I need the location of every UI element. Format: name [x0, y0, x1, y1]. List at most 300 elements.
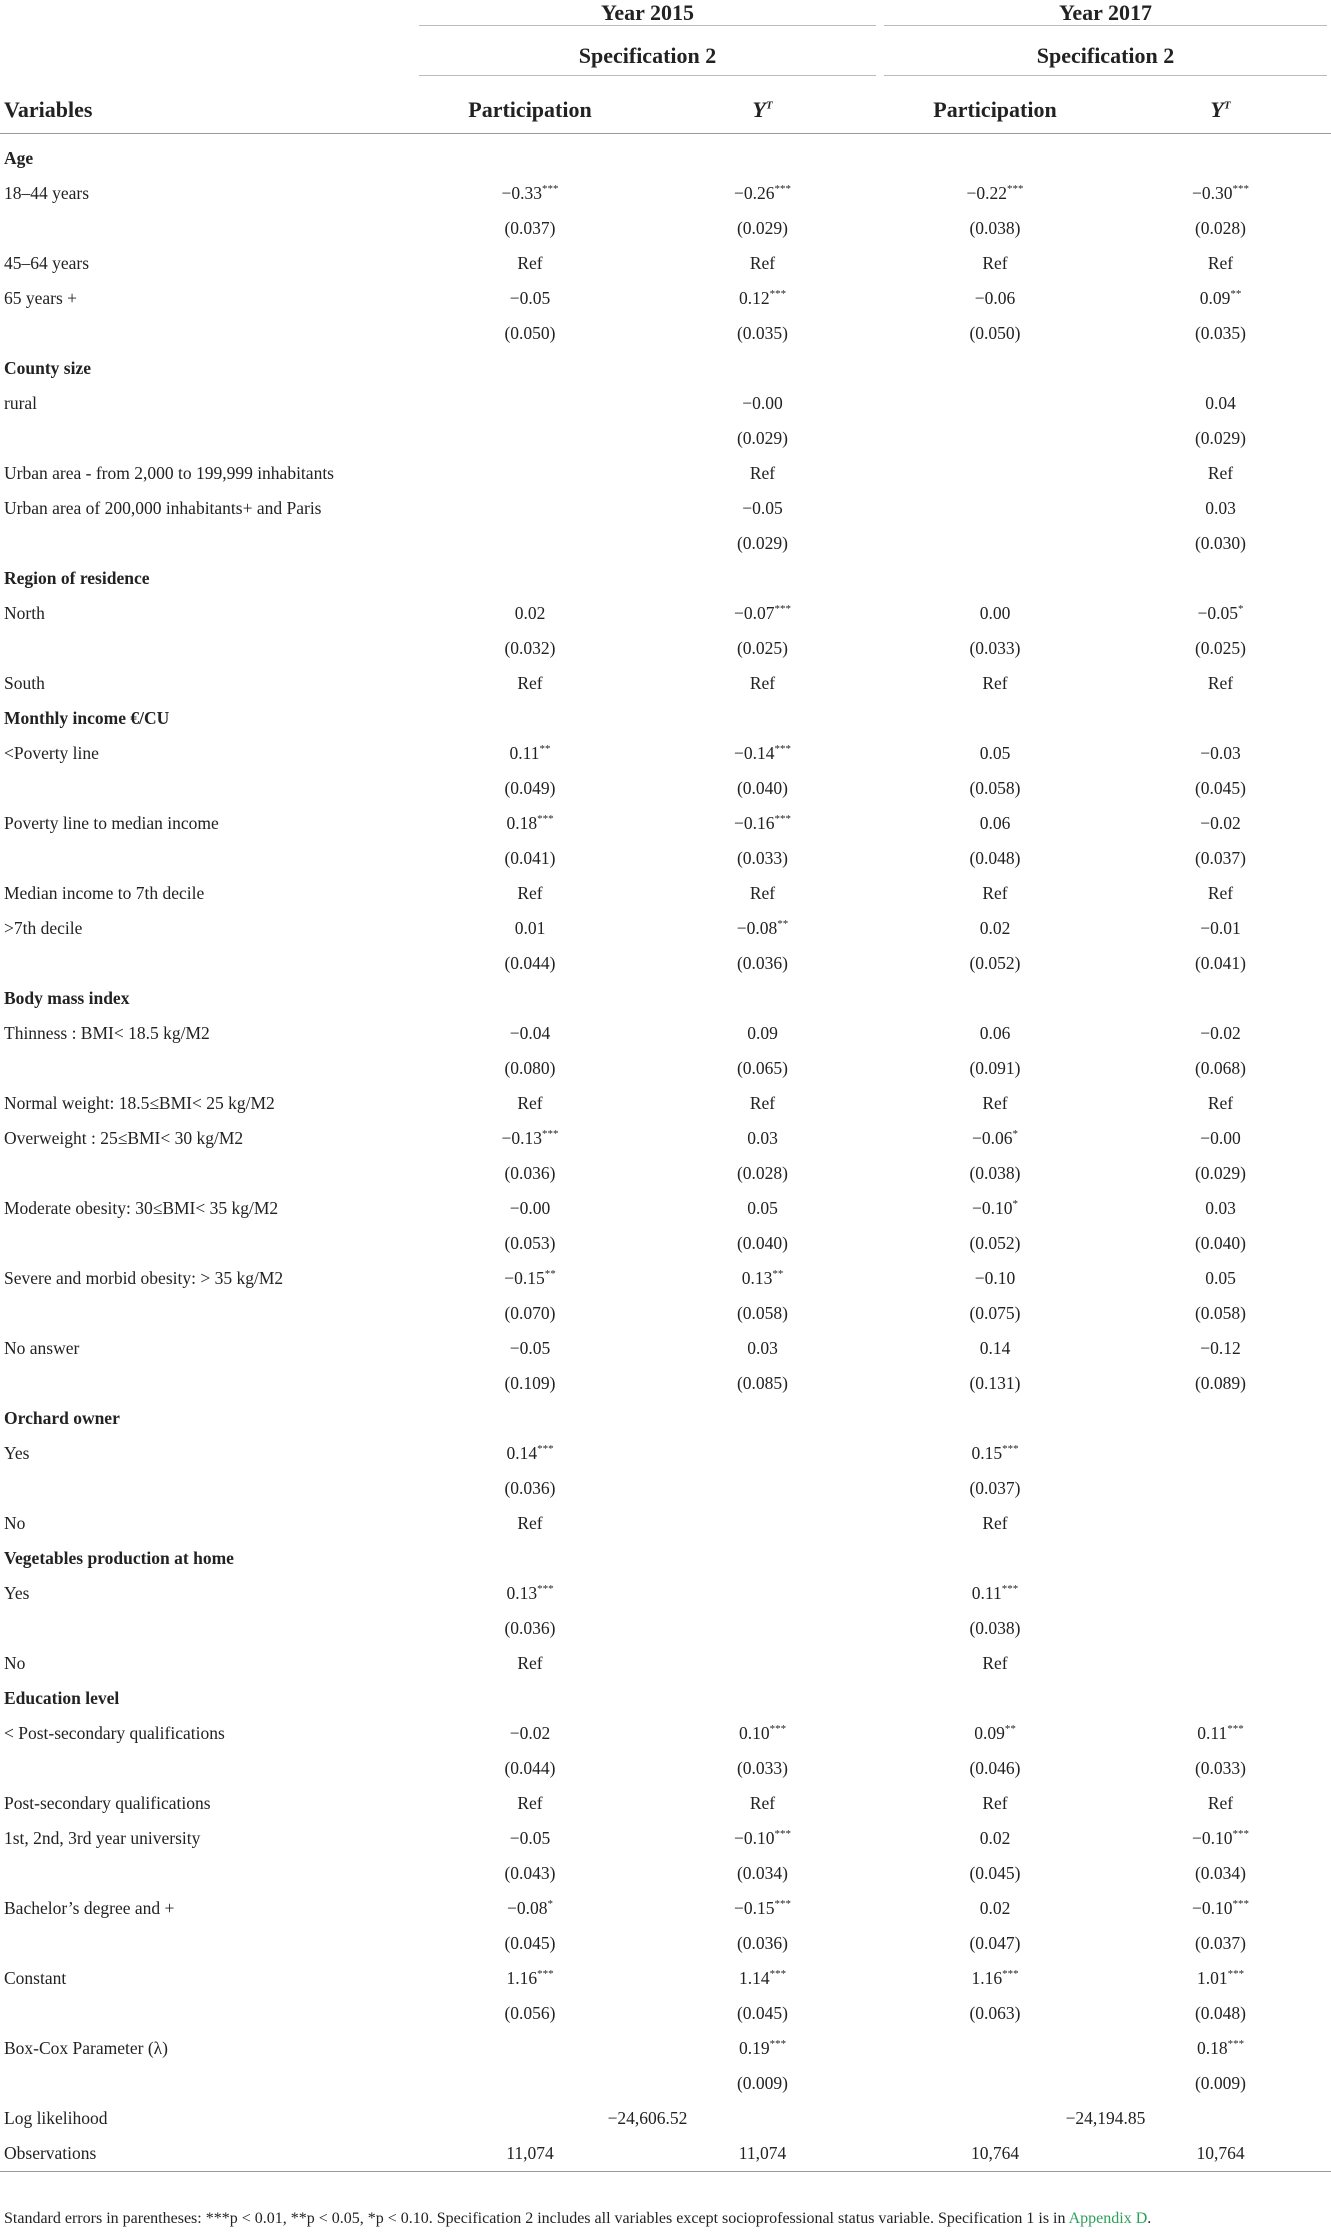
cell-value: [1110, 1716, 1331, 1751]
table-row: [0, 1821, 1331, 1856]
category-row: [0, 141, 1331, 176]
variable-label: >7th decile: [4, 918, 83, 938]
cell-value: [1110, 2066, 1331, 2101]
cell-value: [880, 736, 1110, 771]
cell-value: [415, 386, 645, 421]
coefficient: −0.08: [736, 918, 778, 938]
coefficient: −0.00: [509, 1198, 551, 1218]
cell-value: [1110, 491, 1331, 526]
cell-value: [645, 1611, 880, 1646]
coefficient: 0.05: [747, 1198, 778, 1218]
coefficient: 1.16: [506, 1968, 538, 1988]
coefficient: (0.029): [736, 218, 789, 238]
cell-value: [1110, 1996, 1331, 2031]
significance-stars: ***: [769, 288, 787, 301]
variable-label: [0, 1996, 415, 2031]
table-row: [0, 246, 1331, 281]
variable-label: Normal weight: 18.5≤BMI< 25 kg/M2: [4, 1093, 275, 1113]
coefficient: (0.052): [969, 1233, 1021, 1253]
variable-label: Constant: [4, 1968, 67, 1988]
coefficient: (0.063): [969, 2003, 1021, 2023]
significance-stars: ***: [774, 183, 791, 196]
significance-stars: **: [1004, 1723, 1016, 1736]
coefficient: (0.035): [1194, 323, 1247, 343]
cell-value: [880, 1646, 1110, 1681]
cell-value: [880, 1996, 1110, 2031]
coefficient: 0.03: [1205, 1198, 1236, 1218]
cell-value: [645, 1926, 880, 1961]
variable-label: [0, 631, 415, 666]
year-2015-header: Year 2015: [415, 0, 880, 26]
cell-value: [880, 1226, 1110, 1261]
coefficient: (0.033): [969, 638, 1021, 658]
coefficient: 0.03: [747, 1338, 778, 1358]
cell-value: [645, 1821, 880, 1856]
significance-stars: **: [777, 918, 789, 931]
cell-value: [880, 316, 1110, 351]
cell-value: [1110, 876, 1331, 911]
cell-value: [1110, 911, 1331, 946]
cell-value: [645, 1961, 880, 1996]
cell-value: [880, 1051, 1110, 1086]
coefficient: Ref: [517, 1793, 543, 1813]
coefficient: (0.068): [1194, 1058, 1247, 1078]
table-row: [0, 596, 1331, 631]
variable-label: Bachelor’s degree and +: [4, 1898, 175, 1918]
coefficient: (0.044): [504, 953, 556, 973]
coefficient: −0.00: [1200, 1128, 1241, 1148]
coefficient: −0.08: [507, 1898, 548, 1918]
cell-value: [880, 526, 1110, 561]
coefficient: (0.048): [969, 848, 1021, 868]
coefficient: 0.05: [1205, 1268, 1236, 1288]
coefficient: (0.056): [504, 2003, 556, 2023]
cell-value: [645, 1296, 880, 1331]
coefficient: Ref: [982, 883, 1008, 903]
cell-value: [1110, 1786, 1331, 1821]
variable-label: Log likelihood: [4, 2108, 108, 2128]
cell-value: [645, 421, 880, 456]
coefficient: (0.029): [1194, 1163, 1247, 1183]
coefficient: −0.07: [734, 603, 775, 623]
table-row: [0, 2136, 1331, 2172]
significance-stars: *: [547, 1898, 553, 1911]
cell-value: [645, 386, 880, 421]
coefficient: 0.02: [979, 918, 1011, 938]
cell-value: [415, 946, 645, 981]
variable-label: Urban area - from 2,000 to 199,999 inhabitants: [4, 463, 334, 483]
coefficient: Ref: [1207, 1093, 1234, 1113]
significance-stars: ***: [1232, 1898, 1249, 1911]
cell-value: [880, 946, 1110, 981]
spec-2017-header: Specification 2: [880, 26, 1331, 76]
variable-label: Observations: [0, 2136, 415, 2172]
coefficient: −0.26: [734, 183, 775, 203]
cell-value: [645, 1121, 880, 1156]
cell-value: [645, 246, 880, 281]
coefficient: 0.04: [1205, 393, 1236, 413]
coefficient: (0.131): [969, 1373, 1021, 1393]
coefficient: 0.10: [738, 1723, 770, 1743]
coefficient: −0.33: [501, 183, 542, 203]
cell-value: [645, 1436, 880, 1471]
cell-value: [415, 911, 645, 946]
cell-value: [880, 1366, 1110, 1401]
cell-value: [1110, 1296, 1331, 1331]
cell-value: [415, 1121, 645, 1156]
coefficient: 0.03: [747, 1128, 778, 1148]
coefficient: (0.085): [736, 1373, 789, 1393]
coefficient: −0.05: [509, 1828, 551, 1848]
cell-value: [1110, 806, 1331, 841]
variable-label: [0, 526, 415, 561]
coefficient: 0.05: [979, 743, 1011, 763]
coefficient: (0.034): [1194, 1863, 1247, 1883]
variable-label: [0, 421, 415, 456]
cell-value: [645, 806, 880, 841]
coefficient: −0.16: [734, 813, 775, 833]
cell-value: [1110, 596, 1331, 631]
coefficient: 0.06: [979, 1023, 1011, 1043]
log-likelihood-value: −24,606.52: [607, 2108, 688, 2128]
category-label: Education level: [4, 1688, 120, 1708]
variable-label: Urban area of 200,000 inhabitants+ and Paris: [4, 498, 322, 518]
coefficient: (0.028): [1194, 218, 1247, 238]
cell-value: [1110, 1576, 1331, 1611]
cell-value: [880, 1296, 1110, 1331]
cell-value: [1110, 736, 1331, 771]
cell-value: [645, 1646, 880, 1681]
variable-label: [0, 1856, 415, 1891]
cell-value: [645, 1996, 880, 2031]
variables-header: Variables: [0, 76, 415, 134]
log-likelihood-value: −24,194.85: [1065, 2108, 1146, 2128]
cell-value: [415, 596, 645, 631]
cell-value: [415, 211, 645, 246]
coefficient: 0.09: [747, 1023, 778, 1043]
cell-value: [1110, 1646, 1331, 1681]
coefficient: −0.00: [742, 393, 783, 413]
cell-value: [415, 1891, 645, 1926]
significance-stars: ***: [769, 2038, 787, 2051]
category-label: Age: [4, 148, 34, 168]
cell-value: [415, 1786, 645, 1821]
coefficient: (0.040): [736, 778, 789, 798]
cell-value: [1110, 2136, 1331, 2172]
table-header: [0, 0, 1331, 134]
cell-value: [415, 1436, 645, 1471]
coefficient: (0.029): [736, 428, 789, 448]
coefficient: (0.038): [969, 1163, 1021, 1183]
coefficient: (0.058): [969, 778, 1021, 798]
table-row: [0, 946, 1331, 981]
coefficient: Ref: [517, 1653, 543, 1673]
variable-label: [0, 1471, 415, 1506]
coefficient: (0.040): [736, 1233, 789, 1253]
cell-value: [645, 631, 880, 666]
variable-label: [0, 946, 415, 981]
variable-label: rural: [4, 393, 38, 413]
cell-value: [645, 666, 880, 701]
coefficient: (0.053): [504, 1233, 556, 1253]
table-row: [0, 1961, 1331, 1996]
table-row: [0, 1646, 1331, 1681]
table-row: [0, 1436, 1331, 1471]
table-row: [0, 386, 1331, 421]
table-row: [0, 491, 1331, 526]
appendix-link[interactable]: Appendix D: [1068, 2210, 1148, 2227]
coefficient: (0.036): [504, 1478, 556, 1498]
coefficient: Ref: [517, 1513, 543, 1533]
variable-label: South: [4, 673, 45, 693]
coefficient: 0.11: [509, 743, 540, 763]
coefficient: (0.030): [1194, 533, 1247, 553]
cell-value: [645, 1716, 880, 1751]
cell-value: [645, 1856, 880, 1891]
cell-value: [1110, 2031, 1331, 2066]
cell-value: [880, 911, 1110, 946]
table-row: [0, 1366, 1331, 1401]
cell-value: [415, 1086, 645, 1121]
variable-label: Overweight : 25≤BMI< 30 kg/M2: [4, 1128, 244, 1148]
coefficient: (0.034): [736, 1863, 789, 1883]
significance-stars: ***: [542, 183, 559, 196]
cell-value: [880, 841, 1110, 876]
coefficient: 0.15: [971, 1443, 1003, 1463]
coefficient: Ref: [1207, 253, 1234, 273]
cell-value: [880, 2066, 1110, 2101]
coefficient: (0.075): [969, 1303, 1021, 1323]
table-row: [0, 211, 1331, 246]
significance-stars: ***: [774, 603, 791, 616]
cell-value: [1110, 1891, 1331, 1926]
yt-2017-header: $Y^T$: [1110, 76, 1331, 134]
cell-value: [880, 211, 1110, 246]
cell-value: [880, 1961, 1110, 1996]
coefficient: 0.13: [741, 1268, 773, 1288]
variable-label: <Poverty line: [4, 743, 99, 763]
variable-label: < Post-secondary qualifications: [4, 1723, 225, 1743]
variable-label: North: [4, 603, 45, 623]
coefficient: 0.11: [1197, 1723, 1228, 1743]
cell-value: [415, 281, 645, 316]
coefficient: Ref: [517, 253, 543, 273]
cell-value: [415, 1051, 645, 1086]
table-row: [0, 1261, 1331, 1296]
cell-value: [880, 1716, 1110, 1751]
coefficient: −0.04: [509, 1023, 551, 1043]
cell-value: [415, 1016, 645, 1051]
cell-value: [880, 491, 1110, 526]
cell-value: [415, 1296, 645, 1331]
cell-value: [415, 1366, 645, 1401]
variable-label: 18–44 years: [4, 183, 90, 203]
cell-value: [880, 176, 1110, 211]
variable-label: 45–64 years: [4, 253, 90, 273]
cell-value: [415, 1611, 645, 1646]
coefficient: (0.036): [736, 953, 789, 973]
cell-value: [415, 1646, 645, 1681]
significance-stars: ***: [537, 1583, 554, 1596]
coefficient: −0.10: [734, 1828, 775, 1848]
cell-value: [1110, 1471, 1331, 1506]
cell-value: [645, 841, 880, 876]
cell-value: [1110, 1436, 1331, 1471]
table-row: [0, 1191, 1331, 1226]
coefficient: (0.037): [504, 218, 556, 238]
variable-label: [0, 841, 415, 876]
coefficient: (0.045): [969, 1863, 1021, 1883]
coefficient: −0.10: [974, 1268, 1016, 1288]
cell-value: [645, 911, 880, 946]
variable-label: [0, 1751, 415, 1786]
coefficient: (0.025): [736, 638, 789, 658]
cell-value: [415, 841, 645, 876]
variable-label: [0, 1051, 415, 1086]
cell-value: [415, 1996, 645, 2031]
cell-value: [645, 1051, 880, 1086]
category-label: Body mass index: [4, 988, 130, 1008]
coefficient: (0.080): [504, 1058, 556, 1078]
cell-value: [645, 1156, 880, 1191]
cell-value: [1110, 1926, 1331, 1961]
cell-value: [645, 1366, 880, 1401]
table-row: [0, 2031, 1331, 2066]
table-row: [0, 1051, 1331, 1086]
cell-value: [645, 1331, 880, 1366]
table-row: [0, 876, 1331, 911]
cell-value: [415, 1961, 645, 1996]
significance-stars: ***: [1232, 1828, 1249, 1841]
coefficient: (0.033): [736, 1758, 789, 1778]
coefficient: Ref: [982, 253, 1008, 273]
cell-value: [880, 666, 1110, 701]
coefficient: −0.30: [1192, 183, 1233, 203]
cell-value: [880, 1856, 1110, 1891]
cell-value: [880, 1751, 1110, 1786]
cell-value: [1110, 666, 1331, 701]
cell-value: [880, 456, 1110, 491]
cell-value: [645, 491, 880, 526]
coefficient: Ref: [982, 1093, 1008, 1113]
variable-label: [0, 1926, 415, 1961]
cell-value: [1110, 386, 1331, 421]
coefficient: Ref: [1207, 1793, 1234, 1813]
cell-value: [415, 736, 645, 771]
cell-value: [415, 176, 645, 211]
coefficient: 10,764: [1196, 2143, 1245, 2163]
variable-label: Yes: [4, 1583, 30, 1603]
cell-value: [1110, 1821, 1331, 1856]
table-row: [0, 1331, 1331, 1366]
coefficient: (0.009): [736, 2073, 789, 2093]
variable-label: [0, 211, 415, 246]
cell-value: [1110, 246, 1331, 281]
coefficient: 0.13: [506, 1583, 538, 1603]
cell-value: [645, 526, 880, 561]
category-row: [0, 701, 1331, 736]
cell-value: [880, 1121, 1110, 1156]
cell-value: [1110, 456, 1331, 491]
cell-value: [645, 736, 880, 771]
category-label: County size: [4, 358, 92, 378]
coefficient: (0.037): [1194, 848, 1247, 868]
table-row: [0, 281, 1331, 316]
category-label: Orchard owner: [4, 1408, 120, 1428]
coefficient: 0.18: [1196, 2038, 1228, 2058]
table-row: [0, 1611, 1331, 1646]
cell-value: [880, 1891, 1110, 1926]
coefficient: 0.09: [974, 1723, 1005, 1743]
significance-stars: ***: [537, 813, 554, 826]
table-row: [0, 1226, 1331, 1261]
significance-stars: ***: [774, 743, 791, 756]
coefficient: (0.025): [1194, 638, 1247, 658]
cell-value: [415, 2066, 645, 2101]
cell-value: [1110, 1506, 1331, 1541]
cell-value: [1110, 1051, 1331, 1086]
cell-value: [645, 316, 880, 351]
coefficient: Ref: [1207, 673, 1234, 693]
cell-value: [645, 2136, 880, 2172]
cell-value: [645, 1261, 880, 1296]
cell-value: [415, 806, 645, 841]
cell-value: [1110, 1156, 1331, 1191]
significance-stars: ***: [537, 1443, 554, 1456]
significance-stars: ***: [1001, 1583, 1019, 1596]
cell-value: [645, 1751, 880, 1786]
coefficient: 0.12: [738, 288, 770, 308]
category-row: [0, 351, 1331, 386]
cell-value: [880, 386, 1110, 421]
table-row: [0, 526, 1331, 561]
table-row: [0, 1156, 1331, 1191]
cell-value: [415, 1716, 645, 1751]
cell-value: [415, 1156, 645, 1191]
variable-label: [0, 1156, 415, 1191]
coefficient: 1.16: [971, 1968, 1003, 1988]
coefficient: (0.065): [736, 1058, 789, 1078]
cell-value: [1110, 841, 1331, 876]
category-row: [0, 561, 1331, 596]
coefficient: (0.038): [969, 1618, 1021, 1638]
cell-value: [880, 421, 1110, 456]
table-row: [0, 1891, 1331, 1926]
variable-label: 1st, 2nd, 3rd year university: [4, 1828, 201, 1848]
cell-value: [415, 1506, 645, 1541]
coefficient: (0.070): [504, 1303, 556, 1323]
cell-value: [1110, 1961, 1331, 1996]
coefficient: (0.032): [504, 638, 556, 658]
participation-2017-header: Participation: [880, 76, 1110, 134]
table-row: [0, 911, 1331, 946]
category-label: Monthly income €/CU: [4, 708, 170, 728]
coefficient: 0.18: [506, 813, 538, 833]
cell-value: [415, 631, 645, 666]
cell-value: [415, 1821, 645, 1856]
coefficient: −0.15: [734, 1898, 775, 1918]
table-row: [0, 176, 1331, 211]
table-row: [0, 1751, 1331, 1786]
significance-stars: ***: [774, 813, 791, 826]
cell-value: [645, 1506, 880, 1541]
cell-value: [880, 631, 1110, 666]
cell-value: [415, 491, 645, 526]
cell-value: [880, 1191, 1110, 1226]
variable-label: No answer: [4, 1338, 80, 1358]
coefficient: 0.19: [738, 2038, 770, 2058]
cell-value: [415, 666, 645, 701]
